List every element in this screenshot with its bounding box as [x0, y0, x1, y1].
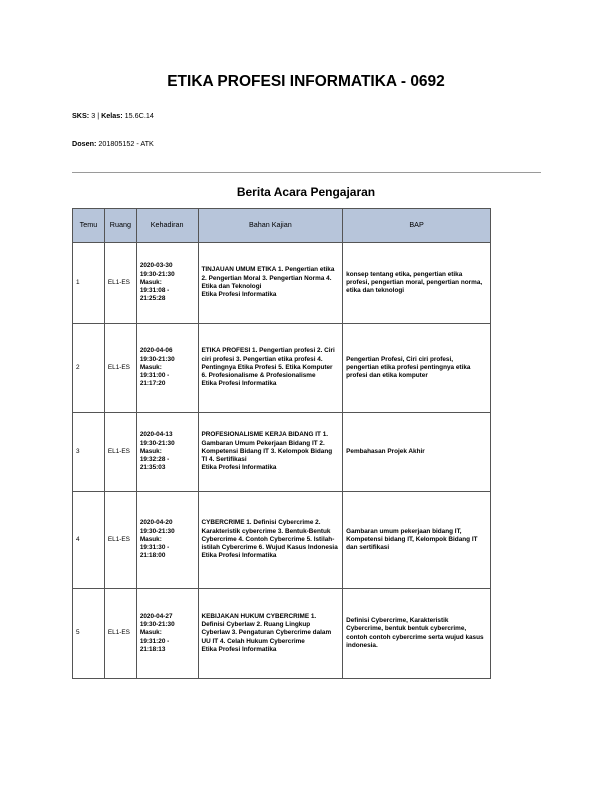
kehadiran-time: 19:30-21:30: [139, 439, 175, 447]
bahan-lecturer: Etika Profesi Informatika: [201, 645, 277, 653]
section-title: Berita Acara Pengajaran: [236, 185, 376, 199]
kehadiran-time: 19:30-21:30: [139, 355, 175, 363]
bap-cell: Definisi Cybercrime, Karakteristik Cybercrime, bentuk bentuk cybercrime, contoh contoh cybercrime serta wujud kasus indonesia.: [343, 589, 491, 679]
bahan-kajian-cell: [198, 492, 343, 589]
bap-cell: Pembahasan Projek Akhir: [343, 413, 491, 492]
course-meta-sks-kelas: [72, 111, 154, 120]
kehadiran-time: 19:30-21:30: [139, 527, 175, 535]
bahan-kajian-cell: [198, 243, 343, 324]
bahan-lecturer: Etika Profesi Informatika: [201, 552, 277, 560]
kehadiran-date: 2020-04-27: [139, 612, 173, 620]
header-kehadiran: Kehadiran: [136, 209, 198, 243]
bahan-lecturer: Etika Profesi Informatika: [201, 380, 277, 388]
ruang-cell: EL1-ES: [104, 589, 136, 679]
kehadiran-start: 19:31:00 -: [139, 372, 170, 380]
kehadiran-time: 19:30-21:30: [139, 621, 175, 629]
kelas-value: 15.6C.14: [124, 111, 154, 120]
bahan-lecturer: Etika Profesi Informatika: [201, 464, 277, 472]
bahan-title: TINJAUAN UMUM ETIKA 1. Pengertian etika 2. Pengertian Moral 3. Pengertian Norma 4. Etika dan Teknologi: [201, 266, 335, 290]
kehadiran-masuk: Masuk:: [139, 363, 162, 371]
kehadiran-end: 21:18:00: [139, 552, 166, 560]
kehadiran-end: 21:35:03: [139, 464, 166, 472]
header-ruang: Ruang: [104, 209, 136, 243]
kehadiran-start: 19:31:20 -: [139, 637, 170, 645]
kehadiran-start: 19:31:30 -: [139, 544, 170, 552]
kehadiran-cell: [136, 324, 198, 413]
kehadiran-cell: [136, 492, 198, 589]
bahan-lecturer: Etika Profesi Informatika: [201, 291, 277, 299]
kehadiran-masuk: Masuk:: [139, 278, 162, 286]
temu-cell: 1: [73, 243, 105, 324]
kehadiran-end: 21:18:13: [139, 645, 166, 653]
table-row: [73, 589, 491, 679]
temu-cell: 5: [73, 589, 105, 679]
meta-separator: |: [97, 111, 100, 120]
page-title: ETIKA PROFESI INFORMATIKA - 0692: [167, 73, 445, 90]
temu-cell: 3: [73, 413, 105, 492]
table-row: [73, 243, 491, 324]
kehadiran-cell: [136, 589, 198, 679]
kehadiran-date: 2020-03-30: [139, 262, 173, 270]
temu-cell: 4: [73, 492, 105, 589]
sks-label: SKS:: [72, 111, 90, 120]
bahan-title: KEBIJAKAN HUKUM CYBERCRIME 1. Definisi Cyberlaw 2. Ruang Lingkup Cyberlaw 3. Pengaturan Cybercrime dalam UU IT 4. Celah Hukum Cybercrime: [201, 612, 332, 645]
kehadiran-start: 19:32:28 -: [139, 456, 170, 464]
bap-table: [72, 208, 491, 679]
kehadiran-date: 2020-04-06: [139, 347, 173, 355]
bahan-title: ETIKA PROFESI 1. Pengertian profesi 2. Ciri ciri profesi 3. Pengertian etika profesi 4. Pentingnya Etika Profesi 5. Etika Komputer 6. Profesionalisme & Profesionalisme: [201, 347, 335, 380]
kehadiran-cell: [136, 243, 198, 324]
bap-cell: Gambaran umum pekerjaan bidang IT, Kompetensi bidang IT, Kelompok Bidang IT dan sertifikasi: [343, 492, 491, 589]
dosen-label: Dosen:: [72, 139, 97, 148]
kehadiran-cell: [136, 413, 198, 492]
ruang-cell: EL1-ES: [104, 243, 136, 324]
kehadiran-masuk: Masuk:: [139, 535, 162, 543]
table-header-row: [73, 209, 491, 243]
kehadiran-end: 21:25:28: [139, 295, 166, 303]
header-bahan-kajian: Bahan Kajian: [198, 209, 343, 243]
dosen-value: 201805152 - ATK: [98, 139, 154, 148]
bap-cell: konsep tentang etika, pengertian etika profesi, pengertian moral, pengertian norma, etika dan teknologi: [343, 243, 491, 324]
bahan-title: PROFESIONALISME KERJA BIDANG IT 1. Gambaran Umum Pekerjaan Bidang IT 2. Kompetensi Bidang IT 3. Kelompok Bidang TI 4. Sertifikasi: [201, 431, 333, 464]
bahan-kajian-cell: [198, 324, 343, 413]
kelas-label: Kelas:: [101, 111, 123, 120]
kehadiran-masuk: Masuk:: [139, 447, 162, 455]
course-meta-dosen: [72, 139, 154, 148]
table-row: [73, 324, 491, 413]
kehadiran-masuk: Masuk:: [139, 629, 162, 637]
bahan-title: CYBERCRIME 1. Definisi Cybercrime 2. Karakteristik cybercrime 3. Bentuk-Bentuk Cybercrime 4. Contoh Cybercrime 5. Istilah-istilah Cybercrime 6. Wujud Kasus Indonesia: [201, 519, 338, 552]
bahan-kajian-cell: [198, 413, 343, 492]
ruang-cell: EL1-ES: [104, 492, 136, 589]
sks-value: 3: [91, 111, 96, 120]
kehadiran-date: 2020-04-20: [139, 519, 173, 527]
kehadiran-time: 19:30-21:30: [139, 270, 175, 278]
bahan-kajian-cell: [198, 589, 343, 679]
bap-cell: Pengertian Profesi, Ciri ciri profesi, pengertian etika profesi pentingnya etika profesi dan etika komputer: [343, 324, 491, 413]
ruang-cell: EL1-ES: [104, 413, 136, 492]
header-temu: Temu: [73, 209, 105, 243]
temu-cell: 2: [73, 324, 105, 413]
kehadiran-start: 19:31:08 -: [139, 287, 170, 295]
header-bap: BAP: [343, 209, 491, 243]
kehadiran-date: 2020-04-13: [139, 431, 173, 439]
kehadiran-end: 21:17:20: [139, 380, 166, 388]
divider: [72, 172, 541, 173]
ruang-cell: EL1-ES: [104, 324, 136, 413]
table-row: [73, 492, 491, 589]
table-row: [73, 413, 491, 492]
